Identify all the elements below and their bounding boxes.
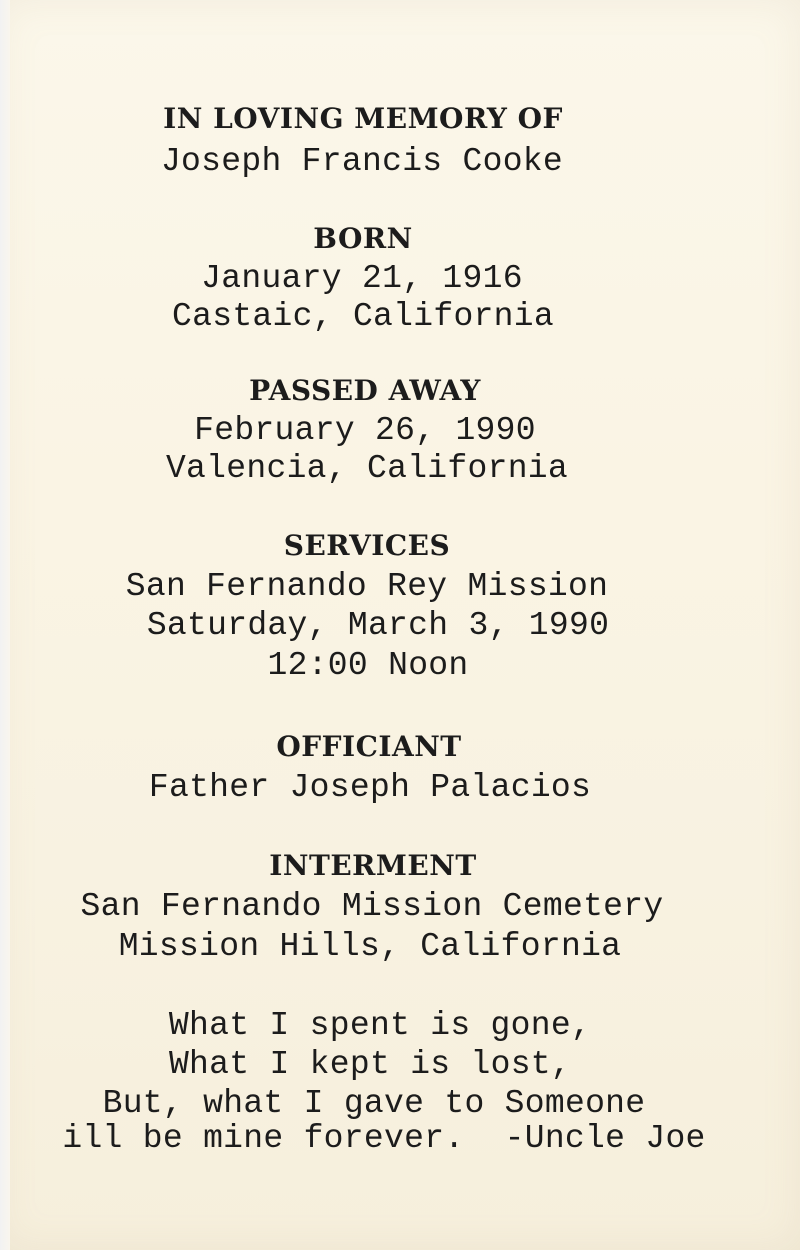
interment-heading: INTERMENT <box>269 849 477 882</box>
poem-line-4: ill be mine forever. -Uncle Joe <box>62 1120 706 1157</box>
memorial-heading: IN LOVING MEMORY OF <box>163 102 563 135</box>
death-place: Valencia, California <box>165 450 569 487</box>
birth-place: Castaic, California <box>172 298 554 335</box>
passed-away-heading: PASSED AWAY <box>249 374 481 407</box>
poem-line-1: What I spent is gone, <box>168 1007 592 1044</box>
poem-line-3: But, what I gave to Someone <box>102 1085 646 1122</box>
services-date: Saturday, March 3, 1990 <box>146 607 610 644</box>
services-heading: SERVICES <box>283 529 451 562</box>
death-date: February 26, 1990 <box>194 412 536 449</box>
officiant-name: Father Joseph Palacios <box>148 769 592 806</box>
born-heading: BORN <box>313 222 413 255</box>
officiant-heading: OFFICIANT <box>276 730 462 763</box>
services-time: 12:00 Noon <box>267 647 469 684</box>
interment-place: Mission Hills, California <box>118 928 622 965</box>
poem-line-2: What I kept is lost, <box>168 1046 572 1083</box>
deceased-name: Joseph Francis Cooke <box>160 143 564 180</box>
interment-location: San Fernando Mission Cemetery <box>80 888 664 925</box>
services-location: San Fernando Rey Mission <box>125 568 609 605</box>
birth-date: January 21, 1916 <box>201 260 523 297</box>
